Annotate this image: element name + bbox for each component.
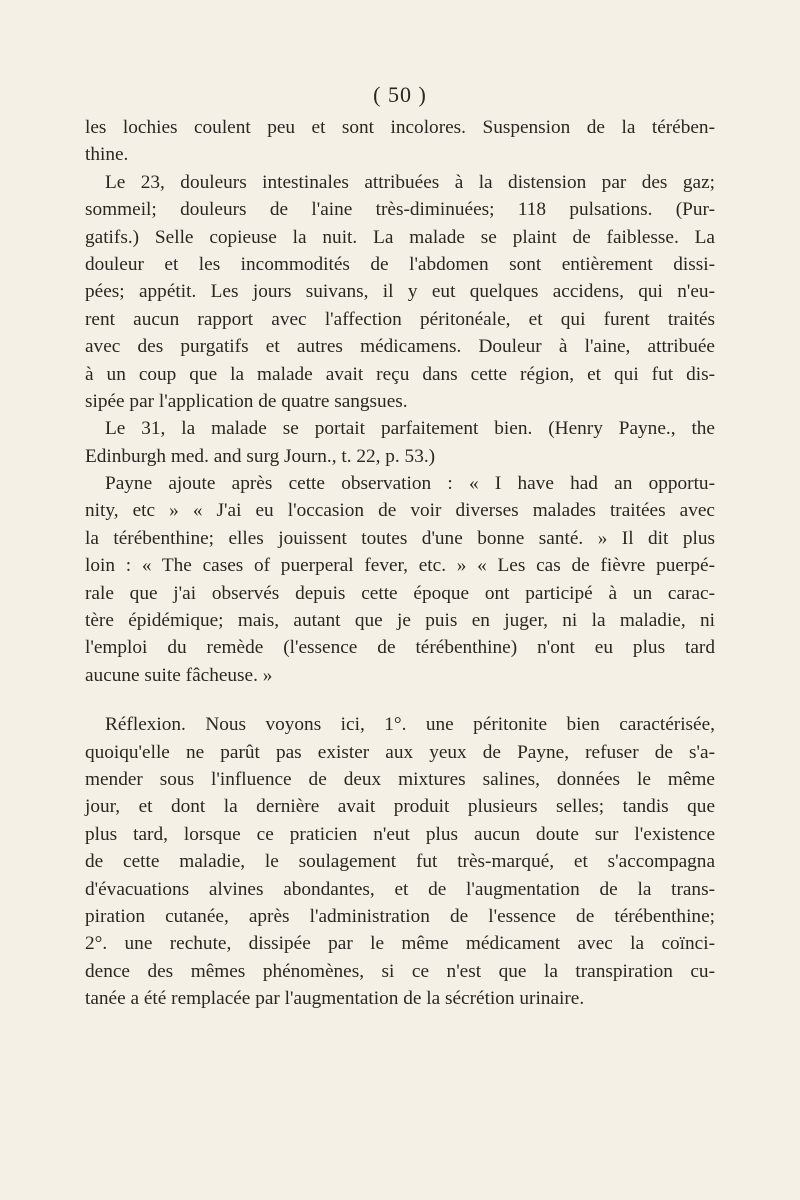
text-line: pées; appétit. Les jours suivans, il y eut quelques accidens, qui n'eu- (85, 281, 715, 303)
text-line: gatifs.) Selle copieuse la nuit. La malade se plaint de faiblesse. La (85, 226, 715, 248)
text-line: Réflexion. Nous voyons ici, 1°. une péritonite bien caractérisée, (105, 714, 715, 736)
text-line: rent aucun rapport avec l'affection péritonéale, et qui furent traités (85, 308, 715, 330)
text-line: d'évacuations alvines abondantes, et de l'augmentation de la trans- (85, 878, 715, 900)
text-line: dence des mêmes phénomènes, si ce n'est que la transpiration cu- (85, 960, 715, 982)
text-line: piration cutanée, après l'administration de l'essence de térébenthine; (85, 905, 715, 927)
text-line: Le 31, la malade se portait parfaitement bien. (Henry Payne., the (105, 418, 715, 440)
text-line: thine. (85, 144, 129, 166)
text-line: mender sous l'influence de deux mixtures salines, données le même (85, 768, 715, 790)
text-line: plus tard, lorsque ce praticien n'eut plus aucun doute sur l'existence (85, 823, 715, 845)
text-line: Edinburgh med. and surg Journ., t. 22, p. 53.) (85, 445, 436, 467)
text-line: quoiqu'elle ne parût pas exister aux yeux de Payne, refuser de s'a- (85, 741, 715, 763)
paragraph (85, 114, 715, 169)
text-line: sommeil; douleurs de l'aine très-diminuées; 118 pulsations. (Pur- (85, 199, 715, 221)
paragraph (85, 711, 715, 1012)
text-line: Payne ajoute après cette observation : « I have had an opportu- (105, 473, 715, 495)
page-number: ( 50 ) (373, 82, 427, 107)
text-line: tère épidémique; mais, autant que je puis en juger, ni la maladie, ni (85, 610, 715, 632)
body-text (85, 114, 715, 1013)
paragraph (85, 169, 715, 416)
paragraph (85, 470, 715, 689)
text-line: aucune suite fâcheuse. » (85, 664, 273, 686)
text-line: à un coup que la malade avait reçu dans cette région, et qui fut dis- (85, 363, 715, 385)
text-line: les lochies coulent peu et sont incolores. Suspension de la térében- (85, 117, 715, 138)
text-line: la térébenthine; elles jouissent toutes d'une bonne santé. » Il dit plus (85, 527, 715, 549)
text-line: douleur et les incommodités de l'abdomen sont entièrement dissi- (85, 253, 715, 275)
text-line: nity, etc » « J'ai eu l'occasion de voir diverses malades traitées avec (85, 500, 715, 522)
text-line: de cette maladie, le soulagement fut très-marqué, et s'accompagna (85, 851, 715, 873)
text-line: sipée par l'application de quatre sangsues. (85, 390, 408, 412)
text-line: tanée a été remplacée par l'augmentation de la sécrétion urinaire. (85, 988, 585, 1010)
text-line: 2°. une rechute, dissipée par le même médicament avec la coïnci- (85, 933, 715, 955)
text-line: Le 23, douleurs intestinales attribuées à la distension par des gaz; (105, 171, 715, 193)
text-line: rale que j'ai observés depuis cette époque ont participé à un carac- (85, 582, 715, 604)
paragraph (85, 415, 715, 470)
text-line: jour, et dont la dernière avait produit plusieurs selles; tandis que (85, 796, 715, 818)
text-line: l'emploi du remède (l'essence de térébenthine) n'ont eu plus tard (85, 637, 715, 659)
text-line: loin : « The cases of puerperal fever, etc. » « Les cas de fièvre puerpé- (85, 555, 715, 577)
text-line: avec des purgatifs et autres médicamens. Douleur à l'aine, attribuée (85, 336, 715, 358)
paragraph-gap (85, 689, 715, 711)
